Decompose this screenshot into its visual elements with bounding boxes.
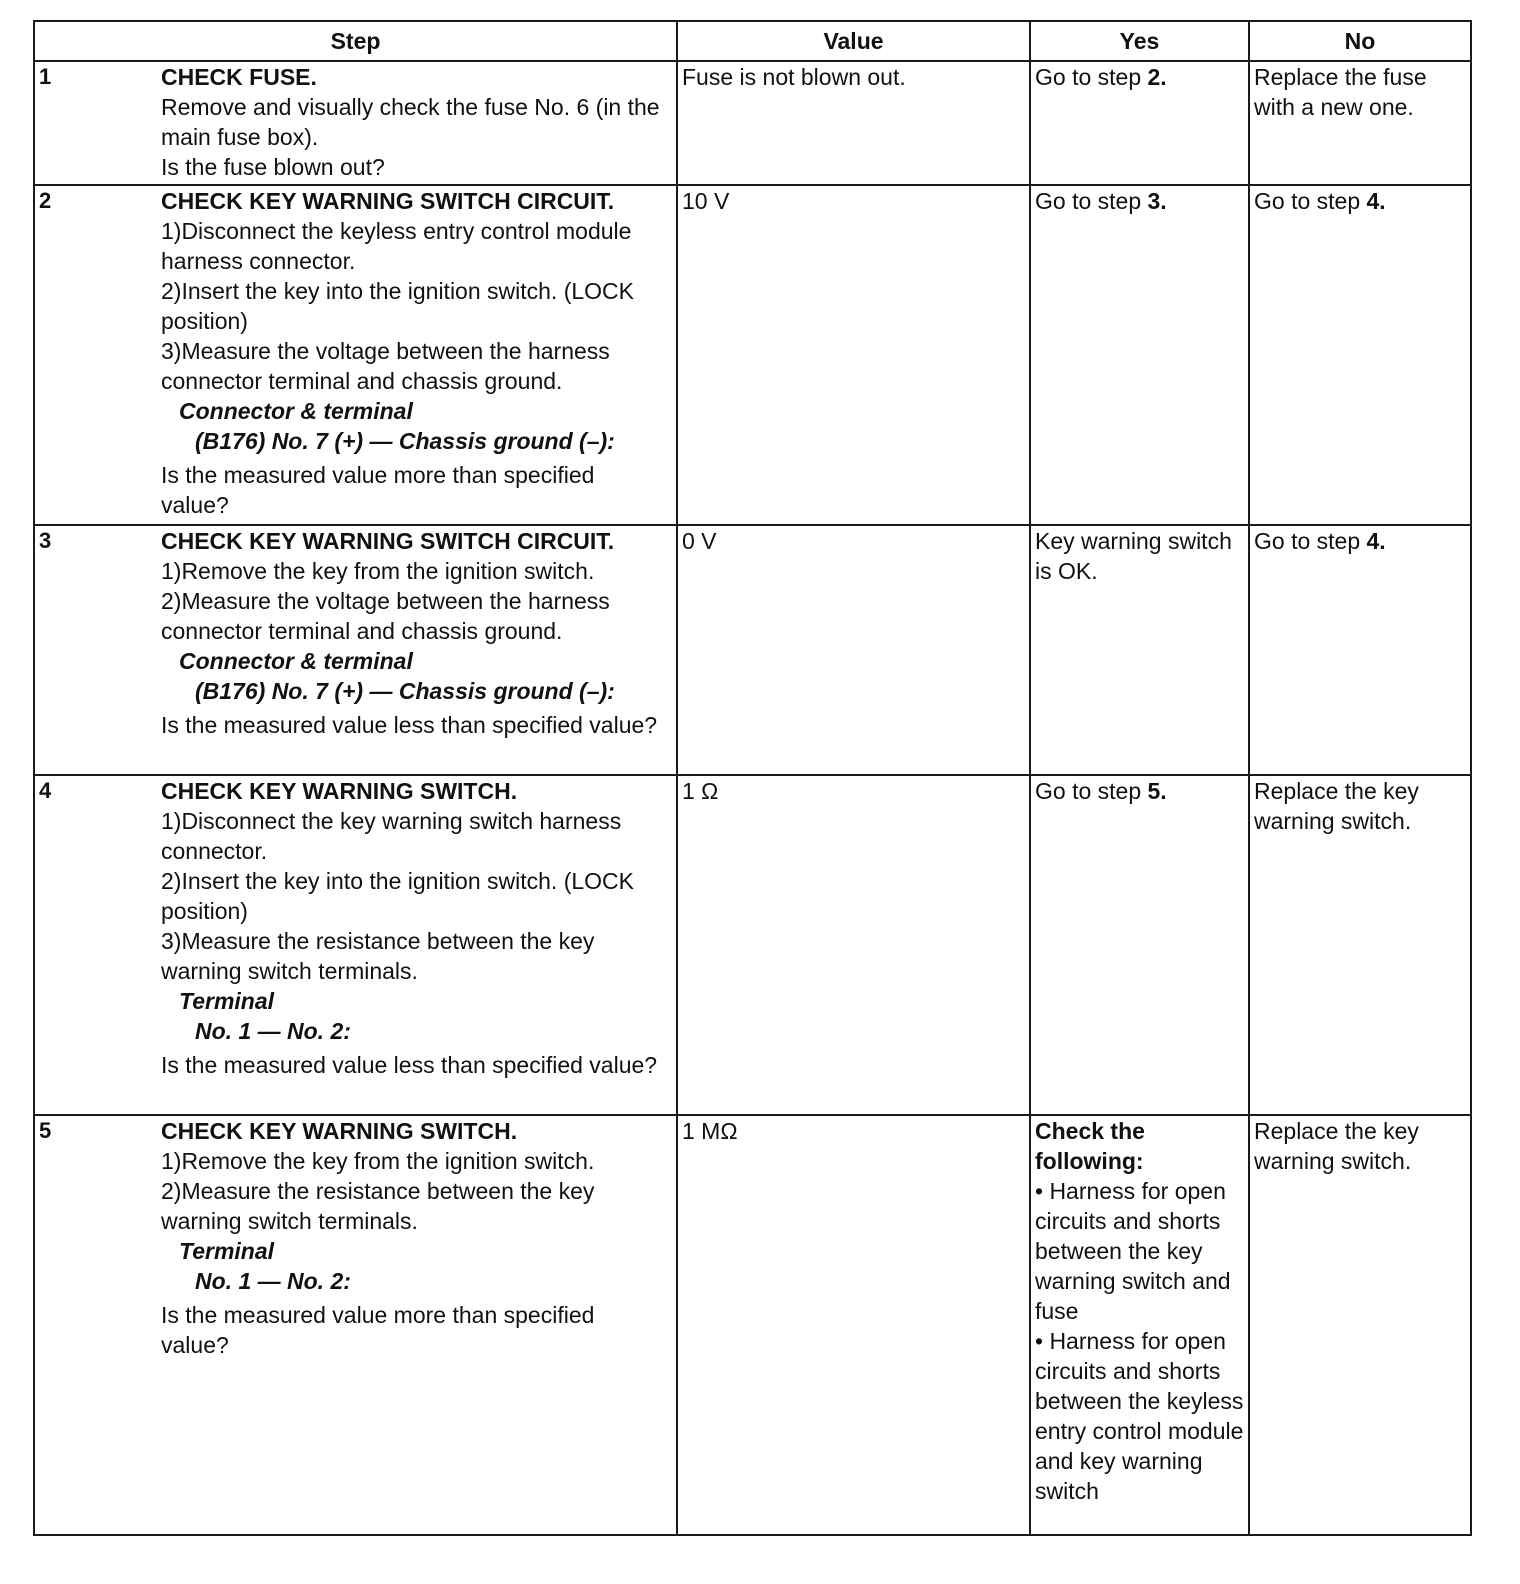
step-number: 1	[39, 64, 52, 89]
table-row	[34, 525, 1471, 775]
value-cell: 0 V	[677, 525, 1030, 775]
step-instruction: 2)Insert the key into the ignition switch. (LOCK position)	[161, 868, 634, 924]
step-instruction: Remove and visually check the fuse No. 6 (in the main fuse box).	[161, 94, 660, 150]
step-number: 3	[39, 528, 52, 553]
yes-list-item: • Harness for open circuits and shorts between the key warning switch and fuse	[1035, 1178, 1231, 1324]
no-text: Go to step	[1254, 528, 1367, 554]
no-step-ref: 4.	[1366, 188, 1386, 214]
no-step-ref: 4.	[1366, 528, 1386, 554]
no-cell: Replace the key warning switch.	[1249, 775, 1471, 1115]
header-no: No	[1249, 21, 1471, 61]
step-question: Is the measured value more than specified value?	[161, 1302, 595, 1358]
yes-text: Go to step	[1035, 188, 1148, 214]
step-cell	[34, 185, 677, 525]
value-cell: Fuse is not blown out.	[677, 61, 1030, 185]
header-row	[34, 21, 1471, 61]
connector-value: (B176) No. 7 (+) — Chassis ground (–):	[195, 678, 615, 704]
step-instruction: 1)Disconnect the key warning switch harness connector.	[161, 808, 622, 864]
value-cell: 1 MΩ	[677, 1115, 1030, 1535]
connector-label: Connector & terminal	[179, 398, 413, 424]
header-yes: Yes	[1030, 21, 1249, 61]
table-row	[34, 61, 1471, 185]
step-question: Is the measured value less than specified value?	[161, 712, 658, 738]
header-value: Value	[677, 21, 1030, 61]
table-row	[34, 185, 1471, 525]
step-title: CHECK FUSE.	[161, 64, 317, 90]
value-cell: 1 Ω	[677, 775, 1030, 1115]
step-instruction: 2)Insert the key into the ignition switch. (LOCK position)	[161, 278, 634, 334]
terminal-value: No. 1 — No. 2:	[195, 1268, 351, 1294]
no-cell: Replace the key warning switch.	[1249, 1115, 1471, 1535]
step-number: 2	[39, 188, 52, 213]
yes-step-ref: 2.	[1147, 64, 1167, 90]
step-question: Is the measured value more than specified value?	[161, 462, 595, 518]
diagnostic-table	[33, 20, 1472, 1536]
connector-value: (B176) No. 7 (+) — Chassis ground (–):	[195, 428, 615, 454]
terminal-label: Terminal	[179, 988, 275, 1014]
no-cell: Replace the fuse with a new one.	[1249, 61, 1471, 185]
step-instruction: 1)Remove the key from the ignition switch.	[161, 1148, 595, 1174]
yes-cell: Key warning switch is OK.	[1030, 525, 1249, 775]
no-text: Go to step	[1254, 188, 1367, 214]
step-question: Is the measured value less than specified value?	[161, 1052, 658, 1078]
yes-cell	[1030, 775, 1249, 1115]
step-question: Is the fuse blown out?	[161, 154, 385, 180]
terminal-value: No. 1 — No. 2:	[195, 1018, 351, 1044]
yes-text: Go to step	[1035, 778, 1148, 804]
yes-cell	[1030, 61, 1249, 185]
yes-heading: Check the following:	[1035, 1118, 1145, 1174]
step-cell	[34, 61, 677, 185]
step-cell	[34, 1115, 677, 1535]
step-title: CHECK KEY WARNING SWITCH CIRCUIT.	[161, 528, 615, 554]
table-row	[34, 1115, 1471, 1535]
step-number: 5	[39, 1118, 52, 1143]
step-instruction: 3)Measure the voltage between the harness connector terminal and chassis ground.	[161, 338, 610, 394]
step-title: CHECK KEY WARNING SWITCH.	[161, 778, 518, 804]
yes-step-ref: 5.	[1147, 778, 1167, 804]
step-instruction: 1)Remove the key from the ignition switch.	[161, 558, 595, 584]
header-step: Step	[34, 21, 677, 61]
step-instruction: 2)Measure the voltage between the harness connector terminal and chassis ground.	[161, 588, 610, 644]
step-instruction: 1)Disconnect the keyless entry control module harness connector.	[161, 218, 632, 274]
yes-step-ref: 3.	[1147, 188, 1167, 214]
no-cell	[1249, 525, 1471, 775]
step-instruction: 2)Measure the resistance between the key warning switch terminals.	[161, 1178, 595, 1234]
table-row	[34, 775, 1471, 1115]
terminal-label: Terminal	[179, 1238, 275, 1264]
step-title: CHECK KEY WARNING SWITCH.	[161, 1118, 518, 1144]
yes-cell	[1030, 185, 1249, 525]
step-instruction: 3)Measure the resistance between the key warning switch terminals.	[161, 928, 595, 984]
yes-text: Go to step	[1035, 64, 1148, 90]
step-number: 4	[39, 778, 52, 803]
yes-cell	[1030, 1115, 1249, 1535]
yes-list-item: • Harness for open circuits and shorts between the keyless entry control module and key warning switch	[1035, 1328, 1244, 1504]
step-cell	[34, 525, 677, 775]
connector-label: Connector & terminal	[179, 648, 413, 674]
no-cell	[1249, 185, 1471, 525]
step-cell	[34, 775, 677, 1115]
step-title: CHECK KEY WARNING SWITCH CIRCUIT.	[161, 188, 615, 214]
value-cell: 10 V	[677, 185, 1030, 525]
